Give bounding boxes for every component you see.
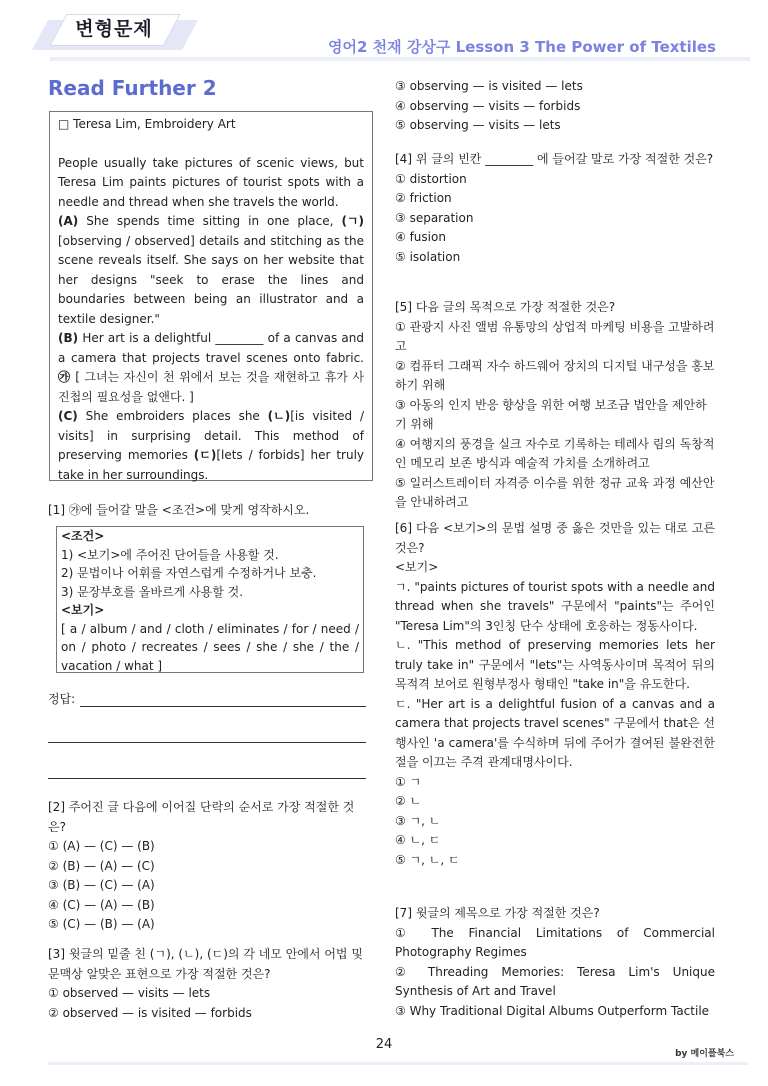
q5-option-3[interactable]: ③ 아동의 인지 반응 향상을 위한 여행 보조금 법안을 제안하기 위해 (395, 397, 707, 431)
q6-option-4[interactable]: ④ ㄴ, ㄷ (395, 833, 441, 847)
passage-c-text1: She embroiders places she (77, 409, 268, 423)
q4-option-3[interactable]: ③ separation (395, 210, 474, 225)
q6-item-digeut: ㄷ. "Her art is a delightful fusion of a canvas and a camera that projects travel scenes" 구문에서 that은 선행사인 'a camera'를 수식하며 뒤에 주어가 결여된 불완전한 절을 이끄는 주격 관계대명사이다. (395, 696, 716, 769)
q3-option-3[interactable]: ③ observing — is visited — lets (395, 79, 583, 93)
q3-option-1[interactable]: ① observed — visits — lets (48, 986, 211, 1000)
q3-option-5[interactable]: ⑤ observing — visits — lets (395, 118, 561, 132)
q4-stem: [4] 위 글의 빈칸 ________ 에 들어갈 말로 가장 적절한 것은? (395, 152, 714, 166)
q5-option-4[interactable]: ④ 여행지의 풍경을 실크 자수로 기록하는 테레사 림의 독창적인 메모리 보존 방식과 예술적 가치를 소개하려고 (395, 436, 715, 470)
q4-option-2[interactable]: ② friction (395, 191, 452, 205)
marker-ga: ㉮ (58, 370, 71, 384)
q4-option-1[interactable]: ① distortion (395, 171, 467, 186)
q6-option-3[interactable]: ③ ㄱ, ㄴ (395, 813, 441, 828)
q1-condition-box (56, 526, 364, 673)
question-3-continued (395, 77, 715, 136)
q4-option-5[interactable]: ⑤ isolation (395, 249, 461, 264)
footer-divider (48, 1062, 748, 1065)
q6-option-2[interactable]: ② ㄴ (395, 794, 422, 808)
publisher-brand: by 메이플북스 (675, 1049, 734, 1059)
q2-option-2[interactable]: ② (B) — (A) — (C) (48, 858, 155, 873)
question-6 (395, 519, 715, 870)
question-7 (395, 904, 715, 1021)
header-title: 영어2 천재 강상구 Lesson 3 The Power of Textiles (328, 38, 716, 56)
section-title: Read Further 2 (48, 76, 217, 100)
q5-option-1[interactable]: ① 관광지 사진 앨범 유통망의 상업적 마케팅 비용을 고발하려고 (395, 319, 715, 353)
q1-answer-line-2[interactable] (48, 742, 366, 743)
passage-b-text1: Her art is a delightful ________ of a canvas and a camera that projects travel scenes onto fabric. (58, 331, 364, 365)
q6-stem: [6] 다음 <보기>의 문법 설명 중 옳은 것만을 있는 대로 고른 것은? (395, 521, 715, 555)
question-2 (48, 798, 368, 935)
q2-option-4[interactable]: ④ (C) — (A) — (B) (48, 897, 155, 912)
question-5 (395, 298, 715, 513)
q1-stem: [1] ㉮에 들어갈 말을 <조건>에 맞게 영작하시오. (48, 503, 310, 517)
q1-answer-label: 정답: (48, 692, 76, 706)
q1-condition-1: 1) <보기>에 주어진 단어들을 사용할 것. (61, 547, 279, 562)
q7-option-3[interactable]: ③ Why Traditional Digital Albums Outperform Tactile (395, 1003, 710, 1018)
marker-c: (C) (58, 409, 78, 423)
q3-option-4[interactable]: ④ observing — visits — forbids (395, 98, 581, 113)
q6-item-giyeok: ㄱ. "paints pictures of tourist spots with a needle and thread when she travels" 구문에서 "paints"는 주어인 "Teresa Lim"의 3인칭 단수 상태에 호응하는 정동사이다. (395, 579, 715, 633)
question-3 (48, 945, 368, 1023)
passage-a-text1: She spends time sitting in one place, (78, 214, 342, 228)
q7-stem: [7] 윗글의 제목으로 가장 적절한 것은? (395, 906, 600, 920)
q6-item-nieun: ㄴ. "This method of preserving memories lets her truly take in" 구문에서 "lets"는 사역동사이며 목적어 뒤의 목적격 보어로 원형부정사 형태인 "take in"을 유도한다. (395, 638, 715, 691)
marker-nieun: (ㄴ) (267, 409, 291, 423)
q2-option-5[interactable]: ⑤ (C) — (B) — (A) (48, 917, 155, 931)
q1-condition-3: 3) 문장부호를 올바르게 사용할 것. (61, 584, 244, 599)
passage-paragraph-a (58, 212, 364, 329)
q6-bogi-label: <보기> (395, 560, 439, 574)
q7-option-2[interactable]: ② Threading Memories: Teresa Lim's Unique Synthesis of Art and Travel (395, 964, 715, 998)
q5-option-2[interactable]: ② 컴퓨터 그래픽 자수 하드웨어 장치의 디지털 내구성을 홍보하기 위해 (395, 358, 715, 392)
q1-condition-title: <조건> (61, 529, 105, 543)
passage-b-text2: [ 그녀는 자신이 천 위에서 보는 것을 재현하고 휴가 사진첩의 필요성을 없앤다. ] (58, 370, 364, 404)
q2-option-3[interactable]: ③ (B) — (C) — (A) (48, 878, 155, 892)
q2-stem: [2] 주어진 글 다음에 이어질 단락의 순서로 가장 적절한 것은? (48, 800, 355, 834)
q1-bogi-title: <보기> (61, 603, 105, 617)
q3-stem: [3] 윗글의 밑줄 친 (ㄱ), (ㄴ), (ㄷ)의 각 네모 안에서 어법 및 문맥상 알맞은 표현으로 가장 적절한 것은? (48, 947, 363, 981)
q2-option-1[interactable]: ① (A) — (C) — (B) (48, 839, 155, 853)
q7-option-1[interactable]: ① The Financial Limitations of Commercial Photography Regimes (395, 925, 715, 959)
q3-option-2[interactable]: ② observed — is visited — forbids (48, 1005, 252, 1020)
passage-box (49, 111, 373, 481)
question-4 (395, 150, 715, 267)
q5-option-5[interactable]: ⑤ 일러스트레이터 자격증 이수를 위한 정규 교육 과정 예산안을 안내하려고 (395, 475, 715, 509)
header-divider (50, 57, 750, 61)
marker-digeut: (ㄷ) (193, 448, 217, 462)
passage-paragraph-c (58, 407, 364, 485)
q6-option-1[interactable]: ① ㄱ (395, 774, 422, 789)
question-1 (48, 501, 368, 521)
passage-a-text2: [observing / observed] details and stitching as the scene reveals itself. She says on her website that her designs "seek to erase the lines and boundaries between being an illustrator and a textile designer." (58, 233, 364, 326)
passage-heading: □ Teresa Lim, Embroidery Art (58, 117, 236, 131)
marker-b: (B) (58, 331, 79, 345)
q1-answer-line-3[interactable] (48, 778, 366, 779)
page-number: 24 (375, 1037, 393, 1052)
q1-condition-2: 2) 문법이나 어휘를 자연스럽게 수정하거나 보충. (61, 566, 317, 580)
passage-c-text3: [lets / forbids] her truly take in her surroundings. (58, 448, 364, 482)
marker-giyeok: (ㄱ) (341, 214, 364, 228)
q1-answer-line-1[interactable] (80, 706, 366, 707)
passage-c-text2: [is visited / visits] in surprising detail. This method of preserving memories (58, 409, 364, 462)
q4-option-4[interactable]: ④ fusion (395, 230, 446, 244)
q5-stem: [5] 다음 글의 목적으로 가장 적절한 것은? (395, 300, 616, 314)
passage-paragraph-intro: People usually take pictures of scenic views, but Teresa Lim paints pictures of tourist spots with a needle and thread when she travels the world. (58, 155, 364, 209)
q1-bogi-words: [ a / album / and / cloth / eliminates / for / need / on / photo / recreates / sees / she / she / the / vacation / what ] (61, 621, 359, 673)
passage-paragraph-b (58, 329, 364, 407)
marker-a: (A) (58, 214, 79, 228)
q6-option-5[interactable]: ⑤ ㄱ, ㄴ, ㄷ (395, 852, 460, 867)
header-tag: 변형문제 (75, 18, 153, 40)
